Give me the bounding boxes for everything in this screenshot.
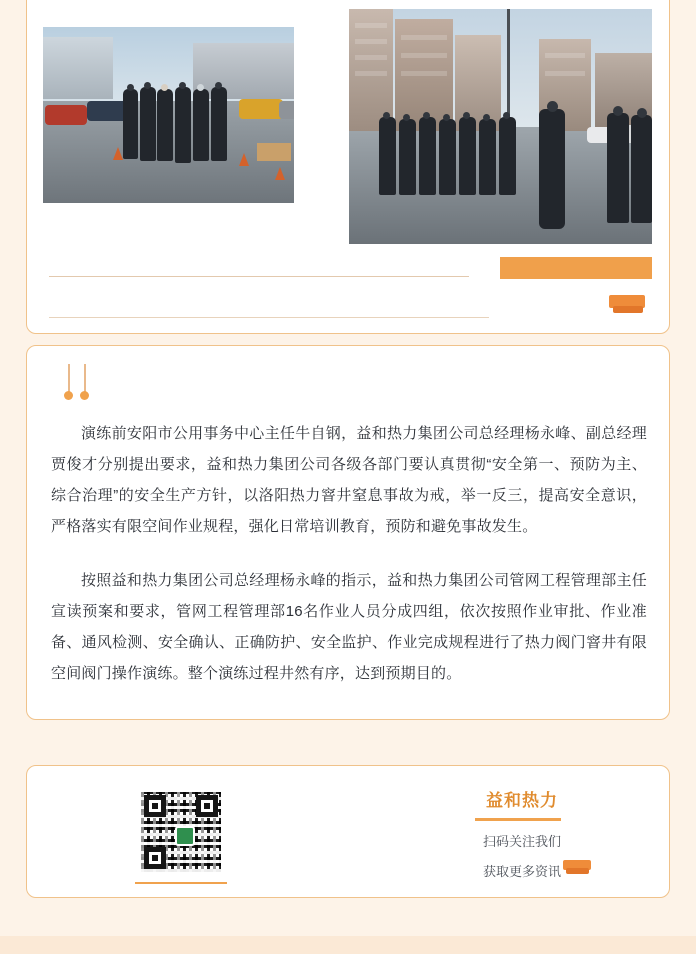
article-paragraph-1: 演练前安阳市公用事务中心主任牛自钢，益和热力集团公司总经理杨永峰、副总经理贾俊才分别提出要求，益和热力集团公司各级各部门要认真贯彻“安全第一、预防为主、综合治理”的安全生产方针，以洛阳热力窨井窒息事故为戒，举一反三，提高安全意识，严格落实有限空间作业规程，强化日常培训教育，预防和避免事故发生。: [51, 425, 647, 535]
article-paragraph-2: 按照益和热力集团公司总经理杨永峰的指示，益和热力集团公司管网工程管理部主任宣读预案和要求，管网工程管理部16名作业人员分成四组，依次按照作业审批、作业准备、通风检测、安全确认、正确防护、安全监护、作业完成规程进行了热力阀门窨井有限空间阀门操作演练。整个演练过程井然有序，达到预期目的。: [51, 572, 647, 682]
quote-mark-icon: [60, 364, 100, 406]
brand-underline: [475, 818, 561, 821]
photo-card: [26, 0, 670, 334]
footer-strip: [0, 936, 696, 954]
photo-group: [27, 0, 671, 257]
photo-workers-lineup-left: [43, 27, 294, 203]
ribbon-icon: [609, 291, 645, 317]
photo-workers-briefing-right: [349, 9, 652, 244]
brand-title: 益和热力: [486, 791, 558, 810]
divider-rule-bottom: [49, 317, 489, 318]
follow-text-scan: 扫码关注我们: [482, 834, 561, 849]
divider-rule-long: [49, 276, 469, 277]
article-body: [51, 418, 647, 712]
qr-follow-card: [26, 765, 670, 898]
follow-text-more: 获取更多资讯: [482, 864, 561, 879]
article-text-card: [26, 345, 670, 720]
orange-accent-block: [500, 257, 652, 279]
qr-underline: [135, 882, 227, 884]
qr-code[interactable]: [137, 788, 225, 876]
mini-ribbon-icon: [563, 857, 591, 877]
